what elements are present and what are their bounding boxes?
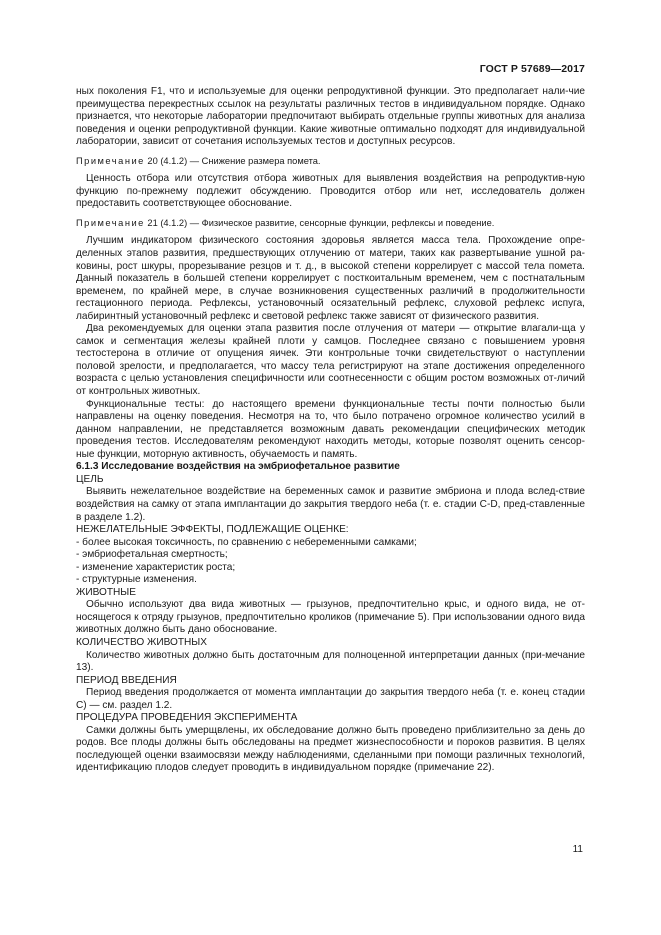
note-20: [76, 155, 585, 168]
note-label: Примечание: [76, 217, 145, 228]
label-goal: ЦЕЛЬ: [76, 473, 104, 485]
note-text: 21 (4.1.2) — Физическое развитие, сенсорные функции, рефлексы и поведение.: [144, 217, 495, 228]
paragraph-goal: Выявить нежелательное воздействие на беременных самок и развитие эмбриона и плода вслед-ствие воздействия на самку от этапа имплантации до закрытия твердого неба (т. е. стадии C-D, пред-ставленные в разделе 1.2).: [76, 486, 585, 523]
label-animal-count: КОЛИЧЕСТВО ЖИВОТНЫХ: [76, 636, 207, 648]
paragraph-development-stages: Два рекомендуемых для оценки этапа развития после отлучения от матери — открытие влагали-ща у самок и сегментация железы крайней плоти у самцов. Последнее связано с повышением уровня тестостерона в отличие от опущения яичек. Эти контрольные точки свидетельствуют о наступлении половой зрелости, и предполагается, что массу тела регистрируют на этапе достижения определенного возраста с целью установления специфичности или соотнесенности с общим ростом возможных от-личий от контрольных животных.: [76, 323, 585, 398]
note-text: 20 (4.1.2) — Снижение размера помета.: [144, 155, 321, 166]
list-item: - эмбриофетальная смертность;: [76, 549, 228, 561]
paragraph-body-weight: Лучшим индикатором физического состояния здоровья является масса тела. Прохождение опре-деленных этапов развития, предшествующих отлучению от матери, таких как развертывание ушной ра-ковины, рост шкуры, прорезывание резцов и т. д., в высокой степени коррелирует с массой тела помета. Данный показатель в большей степени коррелирует с посткоитальным временем, чем с постнатальным временем, по крайней мере, в случае возникновения существенных различий в продолжительности гестационного периода. Рефлексы, установочный осязательный рефлекс, слуховой рефлекс испуга, лабиринтный установочный рефлекс и световой рефлекс также зависят от физического развития.: [76, 235, 585, 322]
paragraph-continuation: ных поколения F1, что и используемые для оценки репродуктивной функции. Это предполагает нали-чие преимущества перекрестных ссылок на результаты различных тестов в индивидуальном порядке. Однако признается, что некоторые лаборатории предпочитают выбирать отдельные группы животных для анализа поведения и оценки репродуктивной функции. Какие животные оптимально подходят для индивидуальной лаборатории, зависит от сочетания используемых тестов и доступных ресурсов.: [76, 86, 585, 148]
note-21: [76, 217, 585, 230]
document-standard-id: ГОСТ Р 57689—2017: [479, 63, 585, 75]
paragraph-animal-count: Количество животных должно быть достаточным для полноценной интерпретации данных (при-мечание 13).: [76, 649, 585, 674]
list-item: - изменение характеристик роста;: [76, 561, 236, 573]
paragraph-dosing-period: Период введения продолжается от момента имплантации до закрытия твердого неба (т. е. конец стадии С) — см. раздел 1.2.: [76, 687, 585, 711]
paragraph-functional-tests: Функциональные тесты: до настоящего времени функциональные тесты почти полностью были направлены на оценку поведения. Несмотря на то, что было потрачено огромное количество усилий в данном направлении, не представляется возможным давать рекомендации специфических методик проведения тестов. Исследователям рекомендуют находить методы, которые позволят оценить сенсор-ные функции, моторную активность, обучаемость и память.: [76, 398, 585, 460]
label-procedure: ПРОЦЕДУРА ПРОВЕДЕНИЯ ЭКСПЕРИМЕНТА: [76, 712, 298, 724]
note-label: Примечание: [76, 155, 145, 166]
page-content: [76, 86, 585, 775]
paragraph-selection: Ценность отбора или отсутствия отбора животных для выявления воздействия на репродуктив-ную функцию по-прежнему подлежит обсуждению. Проводится отбор или нет, исследователь должен предоставить соответствующее обоснование.: [76, 173, 585, 210]
list-item: - более высокая токсичность, по сравнению с небеременными самками;: [76, 536, 417, 548]
paragraph-animals: Обычно используют два вида животных — грызунов, предпочтительно крыс, и одного вида, не от-носящегося к отряду грызунов, предпочтительно кроликов (примечание 5). При использовании одного вида животных должно быть дано обоснование.: [76, 599, 585, 636]
page-number: 11: [572, 844, 583, 855]
label-animals: ЖИВОТНЫЕ: [76, 586, 136, 598]
list-item: - структурные изменения.: [76, 574, 197, 586]
label-effects: НЕЖЕЛАТЕЛЬНЫЕ ЭФФЕКТЫ, ПОДЛЕЖАЩИЕ ОЦЕНКЕ:: [76, 524, 349, 536]
label-dosing-period: ПЕРИОД ВВЕДЕНИЯ: [76, 674, 177, 686]
section-heading: 6.1.3 Исследование воздействия на эмбриофетальное развитие: [76, 461, 400, 473]
paragraph-procedure: Самки должны быть умерщвлены, их обследование должно быть проведено приблизительно за день до родов. Все плоды должны быть обследованы на предмет жизнеспособности и пороков развития. В целях последующей оценки взаимосвязи между наблюдениями, сделанными при помощи различных технологий, идентификацию плодов следует проводить в индивидуальном порядке (примечание 22).: [76, 724, 585, 774]
